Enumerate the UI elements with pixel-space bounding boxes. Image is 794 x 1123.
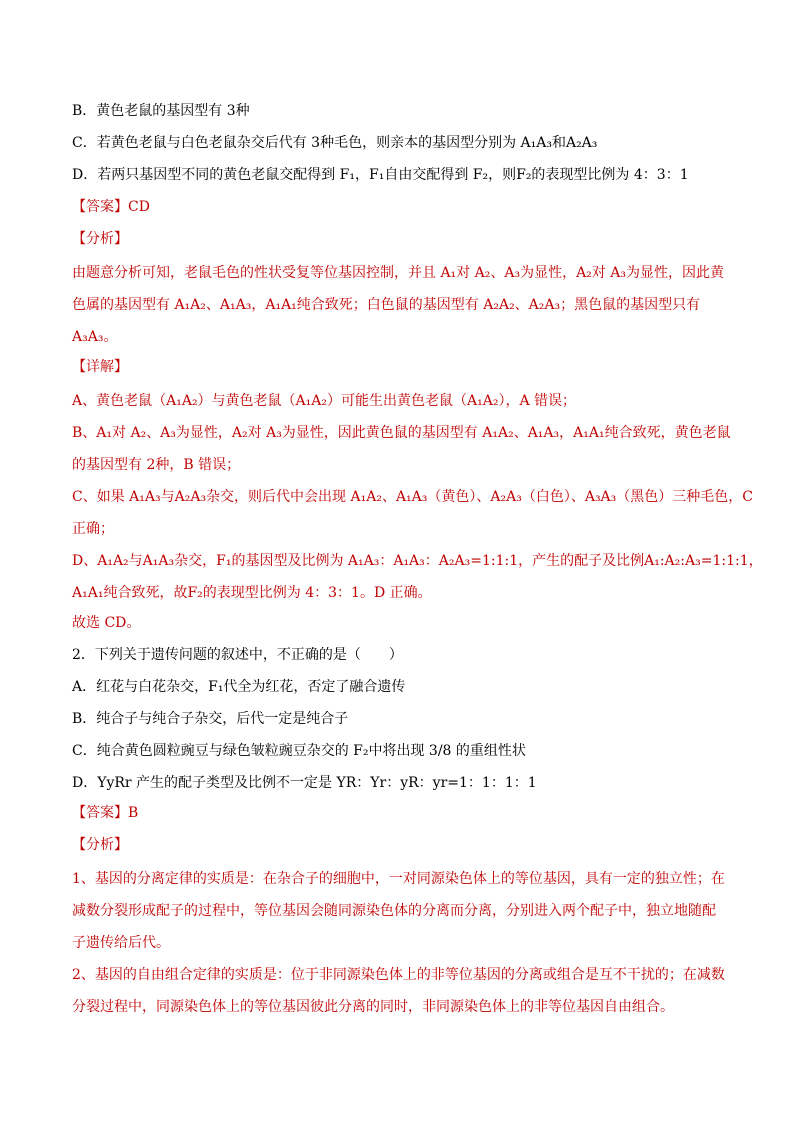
option-b-line: B．黄色老鼠的基因型有 3种 [72,103,250,119]
detail-text-line: A₁A₁纯合致死，故F₂的表现型比例为 4：3：1。D 正确。 [72,585,432,601]
conclusion-line: 故选 CD。 [72,615,141,631]
analysis-heading: 【分析】 [72,837,128,853]
analysis-text-line: 减数分裂形成配子的过程中，等位基因会随同源染色体的分离而分离，分别进入两个配子中，独立地随配 [72,903,716,919]
option-c-line: C．若黄色老鼠与白色老鼠杂交后代有 3种毛色，则亲本的基因型分别为 A₁A₃和A₂A₃ [72,135,598,151]
option-d-line: D．若两只基因型不同的黄色老鼠交配得到 F₁，F₁自由交配得到 F₂，则F₂的表现型比例为 4：3：1 [72,167,689,183]
option-a-line: A．红花与白花杂交，F₁代全为红花，否定了融合遗传 [72,679,406,695]
option-b-line: B．纯合子与纯合子杂交，后代一定是纯合子 [72,711,349,727]
analysis-text-line: 子遗传给后代。 [72,935,170,951]
detail-heading: 【详解】 [72,359,128,375]
detail-text-line: D、A₁A₂与A₁A₃杂交，F₁的基因型及比例为 A₁A₃：A₁A₃：A₂A₃=1:1:1，产生的配子及比例A₁:A₂:A₃=1:1:1， [72,553,763,569]
answer-label: 【答案】B [72,805,139,821]
question-2-stem: 2．下列关于遗传问题的叙述中，不正确的是（ ） [72,647,403,663]
detail-text-line: B、A₁对 A₂、A₃为显性，A₂对 A₃为显性，因此黄色鼠的基因型有 A₁A₂、A₁A₃，A₁A₁纯合致死，黄色老鼠 [72,425,731,441]
answer-label: 【答案】CD [72,199,150,215]
analysis-heading: 【分析】 [72,231,128,247]
detail-text-line: C、如果 A₁A₃与A₂A₃杂交，则后代中会出现 A₁A₂、A₁A₃（黄色）、A₂A₃（白色）、A₃A₃（黑色）三种毛色，C [72,489,753,505]
analysis-text-line: 色属的基因型有 A₁A₂、A₁A₃，A₁A₁纯合致死；白色鼠的基因型有 A₂A₂、A₂A₃；黑色鼠的基因型只有 [72,297,701,313]
option-d-line: D．YyRr 产生的配子类型及比例不一定是 YR：Yr：yR：yr=1：1：1：1 [72,775,537,791]
analysis-text-line: 分裂过程中，同源染色体上的等位基因彼此分离的同时，非同源染色体上的非等位基因自由组合。 [72,999,674,1015]
analysis-text-line: 由题意分析可知，老鼠毛色的性状受复等位基因控制，并且 A₁对 A₂、A₃为显性，A₂对 A₃为显性，因此黄 [72,265,724,281]
detail-text-line: 的基因型有 2种，B 错误； [72,457,241,473]
analysis-text-line: 1、基因的分离定律的实质是：在杂合子的细胞中，一对同源染色体上的等位基因，具有一定的独立性；在 [72,871,725,887]
option-c-line: C．纯合黄色圆粒豌豆与绿色皱粒豌豆杂交的 F₂中将出现 3/8 的重组性状 [72,743,526,759]
analysis-text-line: A₃A₃。 [72,329,118,345]
analysis-text-line: 2、基因的自由组合定律的实质是：位于非同源染色体上的非等位基因的分离或组合是互不干扰的；在减数 [72,967,725,983]
detail-text-line: 正确； [72,521,114,537]
detail-text-line: A、黄色老鼠（A₁A₂）与黄色老鼠（A₁A₂）可能生出黄色老鼠（A₁A₂），A 错误； [72,393,577,409]
